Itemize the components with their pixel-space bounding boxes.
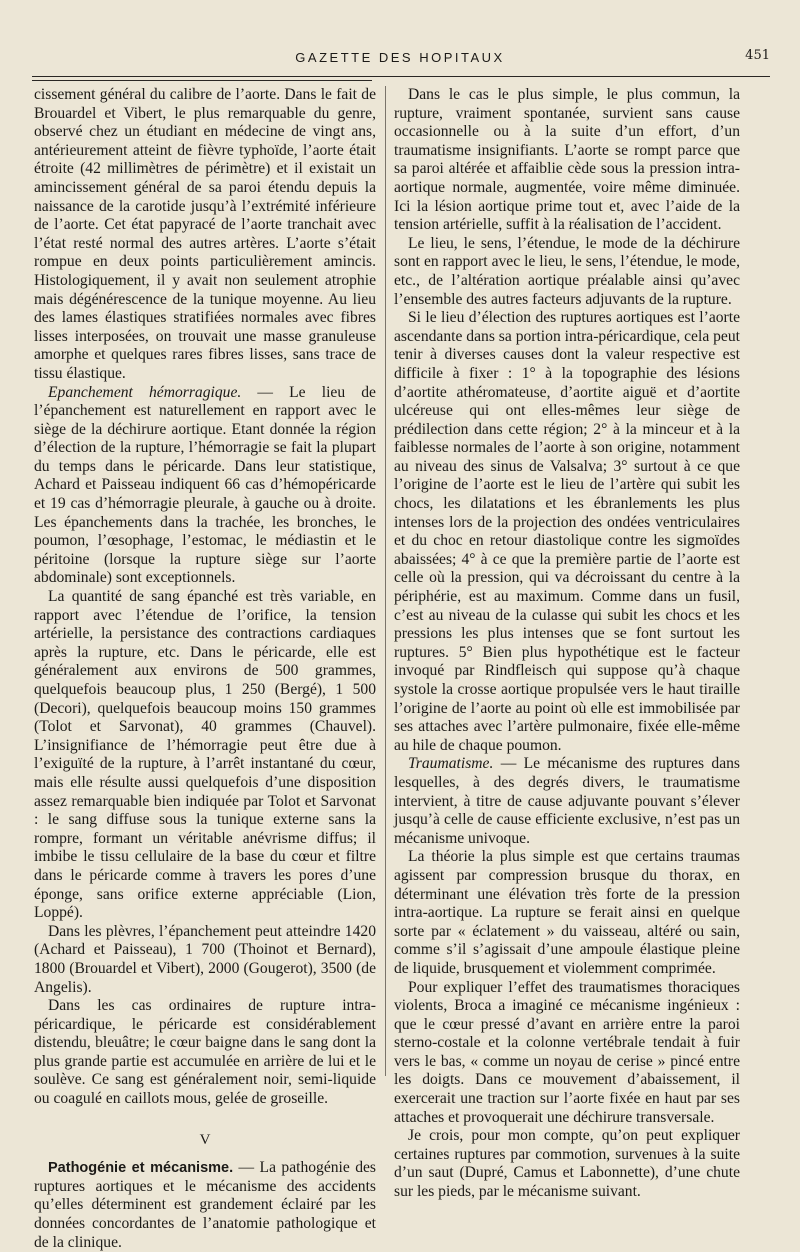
running-head [0, 48, 800, 72]
section-heading-pathogenie: Pathogénie et mécanisme. [48, 1160, 234, 1177]
subheading-traumatisme: Traumatisme. [408, 755, 494, 773]
journal-title: GAZETTE DES HOPITAUX [295, 50, 505, 65]
left-column [34, 86, 376, 1252]
paragraph: Le lieu, le sens, l’étendue, le mode de la déchirure sont en rapport avec le lieu, le sens, l’étendue, le mode, etc., de l’altération aortique préalable ainsi qu’avec l’ensemble des autres facteurs adjuvants de la rupture. [394, 234, 740, 308]
paragraph [34, 384, 376, 589]
paragraph: Si le lieu d’élection des ruptures aortiques est l’aorte ascendante dans sa portion intra-péricardique, cela peut tenir à diverses causes dont la valeur respective est difficile à fixer : 1° à la topographie des lésions d’aortite athéromateuse, d’aortite aiguë et d’aortite ulcéreuse qui ont elles-mêmes leur siège de prédilection dans cette région; 2° à la minceur et à la faiblesse normales de l’aorte à son origine, notamment au niveau des sinus de Valsalva; 3° surtout à ce que l’origine de l’aorte est le lieu de l’artère qui subit les chocs, les dilatations et les ébranlements les plus intenses lors de la projection des ondées ventriculaires et du choc en retour diastolique contre les sigmoïdes abaissées; 4° à ce que la première partie de l’aorte est celle où la pression, qui va décroissant du centre à la périphérie, est au maximum. Comme dans un fusil, c’est au niveau de la culasse qui subit les chocs et les pressions les plus intenses que se font surtout les ruptures. 5° Bien plus hypothétique est le facteur invoqué par Rindfleisch qui suppose qu’à chaque systole la crosse aortique propulsée vers le haut tiraille l’origine de l’aorte au point où elle est immobilisée par ses attaches avec l’artère pulmonaire, fixée elle-même au hile de chaque poumon. [394, 309, 740, 754]
paragraph: La quantité de sang épanché est très variable, en rapport avec l’étendue de l’orifice, la tension artérielle, la persistance des contractions cardiaques après la rupture, etc. Dans le péricarde, elle est généralement aux environs de 500 grammes, quelquefois beaucoup plus, 1 250 (Bergé), 1 500 (Decori), quelquefois beaucoup moins 150 grammes (Tolot et Sarvonat), 40 grammes (Chauvel). L’insignifiance de l’hémorragie peut être due à l’exiguïté de la rupture, à l’arrêt instantané du cœur, mais elle résulte aussi quelquefois d’une disposition assez remarquable bien indiquée par Tolot et Sarvonat : le sang diffuse sous la tunique externe sans la rompre, formant un véritable anévrisme diffus; il imbibe le tissu cellulaire de la base du cœur et filtre dans le péricarde comme à travers les pores d’une éponge, sans orifice externe appréciable (Lion, Loppé). [34, 588, 376, 922]
paragraph-body: — Le lieu de l’épanchement est naturellement en rapport avec le siège de la déchirure aortique. Etant donnée la région d’élection de la rupture, l’hémorragie se fait la plupart du temps dans le péricarde. Dans leur statistique, Achard et Paisseau indiquent 66 cas d’hémopéricarde et 19 cas d’hémorragie pleurale, à gauche ou à droite. Les épanchements dans la trachée, les bronches, le poumon, l’œsophage, l’estomac, le médiastin et le péritoine (lorsque la rupture siège sur l’aorte abdominale) sont exceptionnels. [34, 383, 376, 587]
header-rule-secondary [32, 80, 372, 81]
paragraph: Je crois, pour mon compte, qu’on peut expliquer certaines ruptures par commotion, survenues à la suite d’un saut (Dupré, Camus et Labonnette), d’une chute sur les pieds, par le mécanisme suivant. [394, 1127, 740, 1201]
paragraph: Dans les cas ordinaires de rupture intra-péricardique, le péricarde est considérablement distendu, bleuâtre; le cœur baigne dans le sang dont la plus grande partie est accumulée en arrière de lui et le soulève. Ce sang est généralement noir, semi-liquide ou coagulé en caillots mous, gelée de groseille. [34, 997, 376, 1108]
paragraph [34, 1159, 376, 1252]
paragraph-body: — La pathogénie des ruptures aortiques et le mécanisme des accidents qu’elles déterminent est grandement éclairé par les données concordantes de l’anatomie pathologique et de la clinique. [34, 1159, 376, 1251]
paragraph: Dans le cas le plus simple, le plus commun, la rupture, vraiment spontanée, survient sans cause occasionnelle ou à la suite d’un effort, d’un traumatisme insignifiants. L’aorte se rompt parce que sa paroi altérée et affaiblie cède sous la pression intra-aortique normale, augmentée, voire même diminuée. Ici la lésion aortique prime tout et, avec l’aide de la tension artérielle, suffit à la réalisation de l’accident. [394, 86, 740, 234]
subheading-epanchement: Epanchement hémorragique. [48, 383, 242, 401]
paragraph [394, 755, 740, 848]
page-number: 451 [745, 48, 770, 63]
paragraph-body: — Le mécanisme des ruptures dans lesquelles, à des degrés divers, le traumatisme intervient, à titre de cause adjuvante pouvant s’élever jusqu’à celle de cause efficiente exclusive, n’est pas un mécanisme univoque. [394, 755, 740, 847]
column-divider [385, 86, 386, 1076]
section-numeral: V [199, 1131, 211, 1148]
header-rule [32, 76, 770, 77]
paragraph: Dans les plèvres, l’épanchement peut atteindre 1420 (Achard et Paisseau), 1 700 (Thoinot et Bernard), 1800 (Brouardel et Vibert), 2000 (Gougerot), 3500 (de Angelis). [34, 922, 376, 996]
paragraph: La théorie la plus simple est que certains traumas agissent par compression brusque du thorax, en déterminant une élévation très forte de la pression intra-aortique. La rupture se ferait ainsi en quelque sorte par « éclatement » du vaisseau, altéré ou sain, comme s’il s’agissait d’une ampoule élastique pleine de liquide, brusquement et violemment comprimée. [394, 848, 740, 977]
right-column [394, 86, 740, 1202]
paragraph: Pour expliquer l’effet des traumatismes thoraciques violents, Broca a imaginé ce mécanisme ingénieux : que le cœur pressé d’avant en arrière entre la paroi sterno-costale et la colonne vertébrale tendait à fuir vers le bas, « comme un noyau de cerise » pincé entre les doigts. Dans ce mouvement d’abaissement, il exercerait une traction sur l’aorte fixée en haut par ses attaches et provoquerait une déchirure transversale. [394, 978, 740, 1126]
paragraph: cissement général du calibre de l’aorte. Dans le fait de Brouardel et Vibert, le plus remarquable du genre, observé chez un étudiant en médecine de vingt ans, antérieurement atteint de fièvre typhoïde, l’aorte était étroite (42 millimètres de périmètre) et il existait un amincissement général de sa paroi étendu depuis la naissance de la carotide jusqu’à l’extrémité inférieure de l’aorte. Cet état papyracé de l’aorte tranchait avec l’état resté normal des autres artères. L’aorte s’était rompue en deux points particulièrement amincis. Histologiquement, il y avait non seulement atrophie mais dégénérescence de la tunique moyenne. Au lieu des lames élastiques stratifiées normales avec fibres lisses interposées, on trouvait une masse granuleuse amorphe et quelques rares fibres lisses, sans trace de tissu élastique. [34, 86, 376, 382]
